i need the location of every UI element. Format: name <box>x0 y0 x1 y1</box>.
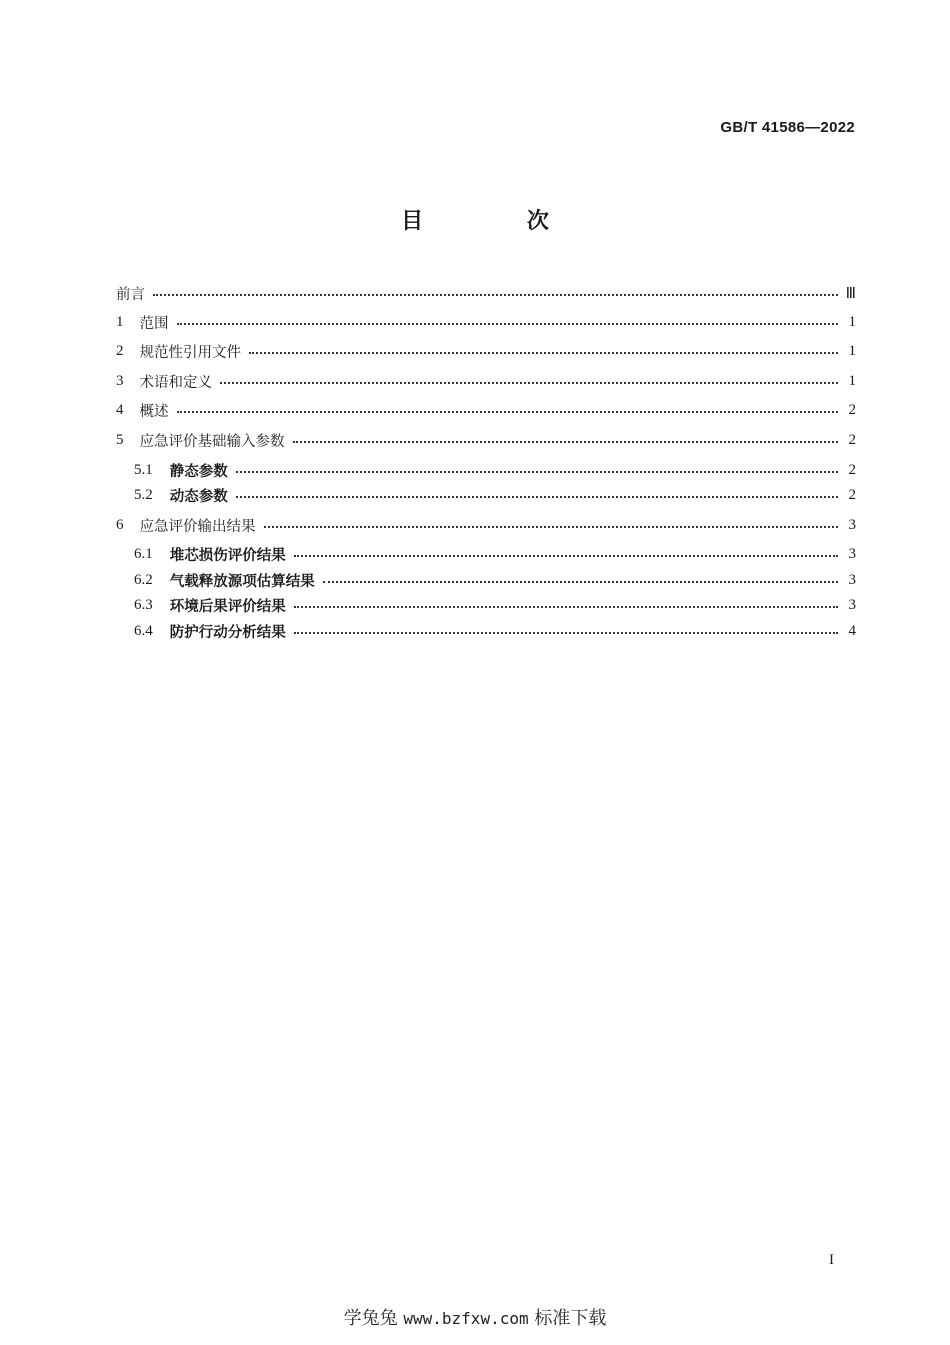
toc-page-number: 2 <box>848 401 856 418</box>
footer-watermark <box>0 1304 950 1330</box>
toc-page-number: 3 <box>848 596 856 613</box>
toc-page-number: 1 <box>848 372 856 389</box>
toc-entry-5[interactable] <box>116 427 856 453</box>
dot-leader <box>220 382 838 384</box>
dot-leader <box>177 323 839 325</box>
page-title: 目 次 <box>401 209 597 234</box>
dot-leader <box>323 581 838 583</box>
toc-entry-3[interactable] <box>116 368 856 394</box>
toc-page-number: 3 <box>848 571 856 588</box>
toc-entry-2[interactable] <box>116 338 856 364</box>
dot-leader <box>236 496 838 498</box>
toc-entry-label: 范围 <box>139 315 169 332</box>
toc-entry-5-1[interactable] <box>134 457 856 483</box>
toc-entry-label: 术语和定义 <box>139 374 212 391</box>
toc-page-number: 4 <box>848 622 856 639</box>
toc-entry-label: 概述 <box>139 403 169 420</box>
toc-entry-number: 6.4 <box>134 622 153 639</box>
dot-leader <box>294 555 838 557</box>
toc-page-number: 3 <box>848 545 856 562</box>
toc-entry-number: 6 <box>116 516 124 533</box>
toc-page-number: Ⅲ <box>845 285 856 302</box>
toc-entry-number: 6.3 <box>134 596 153 613</box>
toc-entry-number: 4 <box>116 401 124 418</box>
dot-leader <box>294 606 838 608</box>
footer-suffix: 标准下载 <box>534 1308 607 1329</box>
toc-entry-number: 6.2 <box>134 571 153 588</box>
toc-page-number: 1 <box>848 342 856 359</box>
toc-page-number: 1 <box>848 313 856 330</box>
toc-entry-number: 6.1 <box>134 545 153 562</box>
toc-entry-1[interactable] <box>116 309 856 335</box>
dot-leader <box>236 471 838 473</box>
toc-page-number: 2 <box>848 431 856 448</box>
toc-page-number: 2 <box>848 486 856 503</box>
toc-entry-6-3[interactable] <box>134 592 856 618</box>
toc-entry-number: 5 <box>116 431 124 448</box>
toc-entry-foreword[interactable] <box>116 280 856 306</box>
toc-entry-number: 5.1 <box>134 461 153 478</box>
toc-entry-6-2[interactable] <box>134 567 856 593</box>
page-folio: I <box>829 1252 834 1268</box>
toc-entry-6-4[interactable] <box>134 618 856 644</box>
toc-entry-label: 动态参数 <box>169 488 228 505</box>
toc-entry-label: 堆芯损伤评价结果 <box>169 547 286 564</box>
toc-entry-5-2[interactable] <box>134 482 856 508</box>
toc-entry-label: 应急评价基础输入参数 <box>139 433 285 450</box>
toc-entry-label: 应急评价输出结果 <box>139 518 256 535</box>
toc-entry-label: 前言 <box>116 286 145 303</box>
toc-entry-number: 2 <box>116 342 124 359</box>
dot-leader <box>293 441 839 443</box>
footer-prefix: 学兔兔 <box>343 1308 398 1329</box>
dot-leader <box>294 632 838 634</box>
toc-entry-number: 1 <box>116 313 124 330</box>
toc-entry-label: 规范性引用文件 <box>139 344 241 361</box>
toc-page-number: 3 <box>848 516 856 533</box>
toc-entry-4[interactable] <box>116 397 856 423</box>
dot-leader <box>249 352 838 354</box>
toc-entry-number: 3 <box>116 372 124 389</box>
toc-entry-number: 5.2 <box>134 486 153 503</box>
toc-entry-label: 静态参数 <box>169 463 228 480</box>
dot-leader <box>153 294 838 296</box>
toc-entry-label: 气载释放源项估算结果 <box>169 573 315 590</box>
dot-leader <box>264 526 839 528</box>
dot-leader <box>177 411 839 413</box>
toc-entry-label: 环境后果评价结果 <box>169 598 286 615</box>
toc-entry-6-1[interactable] <box>134 541 856 567</box>
standard-code: GB/T 41586—2022 <box>720 119 855 136</box>
toc-page-number: 2 <box>848 461 856 478</box>
footer-url[interactable]: www.bzfxw.com <box>403 1309 529 1328</box>
toc-entry-label: 防护行动分析结果 <box>169 624 286 641</box>
toc-entry-6[interactable] <box>116 512 856 538</box>
